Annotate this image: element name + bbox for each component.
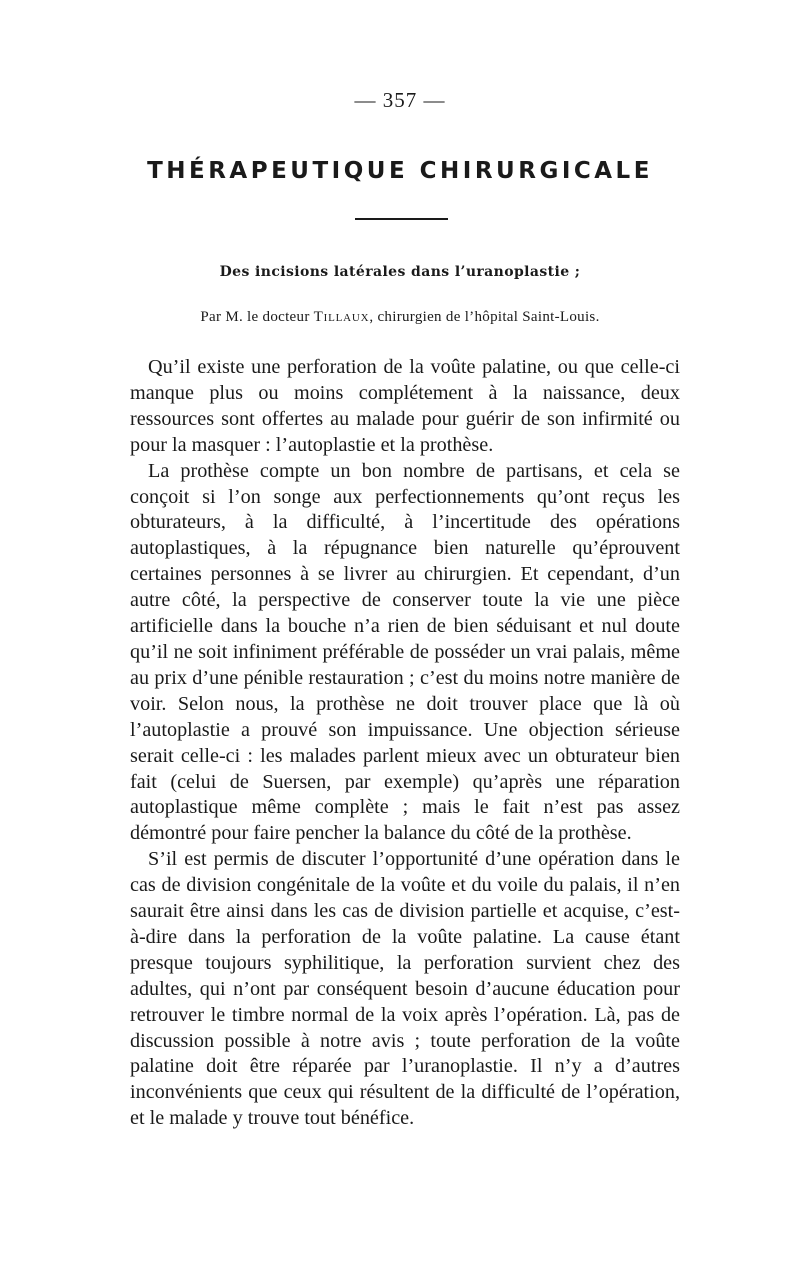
paragraph-1: Qu’il existe une perforation de la voûte palatine, ou que celle-ci manque plus ou moins complétement à la naissance, deux ressources sont offertes au malade pour guérir de son infirmité ou pour la masquer : l’autoplastie et la prothèse. bbox=[130, 356, 680, 456]
byline-author: Tillaux bbox=[313, 309, 370, 325]
section-title: THÉRAPEUTIQUE CHIRURGICALE bbox=[147, 158, 653, 184]
title-divider bbox=[355, 218, 448, 220]
article-title: Des incisions latérales dans l’uranoplastie ; bbox=[219, 264, 581, 280]
paragraph-2: La prothèse compte un bon nombre de partisans, et cela se conçoit si l’on songe aux perfectionnements qu’ont reçus les obturateurs, à la difficulté, à l’incertitude des opérations autoplastiques, à la répugnance bien naturelle qu’éprouvent certaines personnes à se livrer au chirurgien. Et cependant, d’un autre côté, la perspective de conserver toute la vie une pièce artificielle dans la bouche n’a rien de bien séduisant et nul doute qu’il ne soit infiniment préférable de posséder un vrai palais, même au prix d’une pénible restauration ; c’est du moins notre manière de voir. Selon nous, la prothèse ne doit trouver place que là où l’autoplastie a prouvé son impuissance. Une objection sérieuse serait celle-ci : les malades parlent mieux avec un obturateur bien fait (celui de Suersen, par exemple) qu’après une réparation autoplastique même complète ; mais le fait n’est pas assez démontré pour faire pencher la balance du côté de la prothèse. bbox=[130, 459, 680, 845]
byline-suffix: , chirurgien de l’hôpital Saint-Louis. bbox=[369, 309, 600, 325]
article-body bbox=[130, 355, 680, 1132]
paragraph-3: S’il est permis de discuter l’opportunité d’une opération dans le cas de division congénitale de la voûte et du voile du palais, il n’en saurait être ainsi dans les cas de division partielle et acquise, c’est-à-dire dans la perforation de la voûte palatine. La cause étant presque toujours syphilitique, la perforation survient chez des adultes, qui n’ont par conséquent besoin d’aucune éducation pour retrouver le timbre normal de la voix après l’opération. Là, pas de discussion possible à notre avis ; toute perforation de la voûte palatine doit être réparée par l’uranoplastie. Il n’y a d’autres inconvénients que ceux qui résultent de la difficulté de l’opération, et le malade y trouve tout bénéfice. bbox=[130, 848, 680, 1130]
page-number: — 357 — bbox=[354, 88, 446, 112]
byline-prefix: Par M. le docteur bbox=[200, 309, 314, 325]
byline bbox=[0, 309, 800, 326]
